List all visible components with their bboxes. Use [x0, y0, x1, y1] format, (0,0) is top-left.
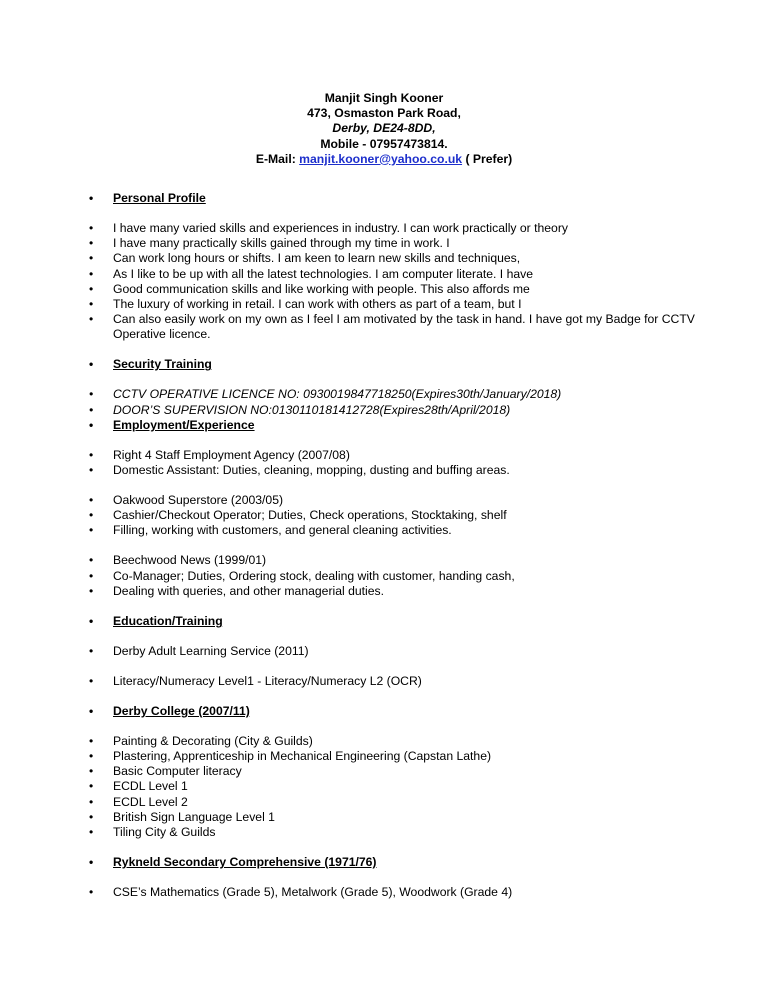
email-line — [0, 152, 768, 167]
section-heading: • Rykneld Secondary Comprehensive (1971/76) — [89, 855, 729, 870]
list-item: • Painting & Decorating (City & Guilds) — [89, 734, 729, 749]
address-line-1: 473, Osmaston Park Road, — [307, 106, 461, 121]
spacer — [89, 478, 729, 493]
list-item: • Domestic Assistant: Duties, cleaning, mopping, dusting and buffing areas. — [89, 463, 729, 478]
list-item: • Plastering, Apprenticeship in Mechanical Engineering (Capstan Lathe) — [89, 749, 729, 764]
list-item: • Good communication skills and like working with people. This also affords me — [89, 282, 729, 297]
list-item: • Basic Computer literacy — [89, 764, 729, 779]
address-line-2: Derby, DE24-8DD, — [332, 121, 436, 136]
list-item: • I have many practically skills gained through my time in work. I — [89, 236, 729, 251]
list-item: • As I like to be up with all the latest technologies. I am computer literate. I have — [89, 267, 729, 282]
applicant-name: Manjit Singh Kooner — [324, 91, 444, 105]
list-item: • DOOR’S SUPERVISION NO:0130110181412728(Expires28th/April/2018) — [89, 403, 729, 418]
list-item: • Cashier/Checkout Operator; Duties, Check operations, Stocktaking, shelf — [89, 508, 729, 523]
spacer — [89, 689, 729, 704]
spacer — [89, 629, 729, 644]
list-item: • ECDL Level 1 — [89, 779, 729, 794]
list-item: • I have many varied skills and experiences in industry. I can work practically or theory — [89, 221, 729, 236]
resume-body — [89, 191, 729, 900]
list-item: • Literacy/Numeracy Level1 - Literacy/Numeracy L2 (OCR) — [89, 674, 729, 689]
spacer — [89, 870, 729, 885]
list-item: • Co-Manager; Duties, Ordering stock, dealing with customer, handing cash, — [89, 569, 729, 584]
list-item: • CSE’s Mathematics (Grade 5), Metalwork (Grade 5), Woodwork (Grade 4) — [89, 885, 729, 900]
list-item: • Derby Adult Learning Service (2011) — [89, 644, 729, 659]
list-item: • Can also easily work on my own as I feel I am motivated by the task in hand. I have got my Badge for CCTV Operative licence. — [89, 312, 729, 342]
spacer — [89, 343, 729, 358]
spacer — [89, 840, 729, 855]
list-item: • The luxury of working in retail. I can work with others as part of a team, but I — [89, 297, 729, 312]
spacer — [89, 433, 729, 448]
mobile-number: Mobile - 07957473814. — [320, 136, 448, 151]
section-heading: • Employment/Experience — [89, 418, 729, 433]
email-suffix: ( Prefer) — [465, 151, 513, 166]
list-item: • Tiling City & Guilds — [89, 825, 729, 840]
list-item: • Filling, working with customers, and general cleaning activities. — [89, 523, 729, 538]
spacer — [89, 599, 729, 614]
spacer — [89, 659, 729, 674]
email-link[interactable]: manjit.kooner@yahoo.co.uk — [299, 151, 463, 166]
section-heading: • Derby College (2007/11) — [89, 704, 729, 719]
list-item: • Beechwood News (1999/01) — [89, 553, 729, 568]
list-item: • CCTV OPERATIVE LICENCE NO: 0930019847718250(Expires30th/January/2018) — [89, 387, 729, 402]
contact-header — [0, 91, 768, 167]
list-item: • Dealing with queries, and other managerial duties. — [89, 584, 729, 599]
list-item: • Oakwood Superstore (2003/05) — [89, 493, 729, 508]
spacer — [89, 206, 729, 221]
spacer — [89, 719, 729, 734]
section-heading: • Education/Training — [89, 614, 729, 629]
list-item: • British Sign Language Level 1 — [89, 810, 729, 825]
spacer — [89, 539, 729, 554]
spacer — [89, 373, 729, 388]
section-heading: • Security Training — [89, 357, 729, 372]
list-item: • Right 4 Staff Employment Agency (2007/08) — [89, 448, 729, 463]
email-label: E-Mail: — [255, 151, 296, 166]
section-heading: • Personal Profile — [89, 191, 729, 206]
list-item: • ECDL Level 2 — [89, 795, 729, 810]
list-item: • Can work long hours or shifts. I am keen to learn new skills and techniques, — [89, 251, 729, 266]
